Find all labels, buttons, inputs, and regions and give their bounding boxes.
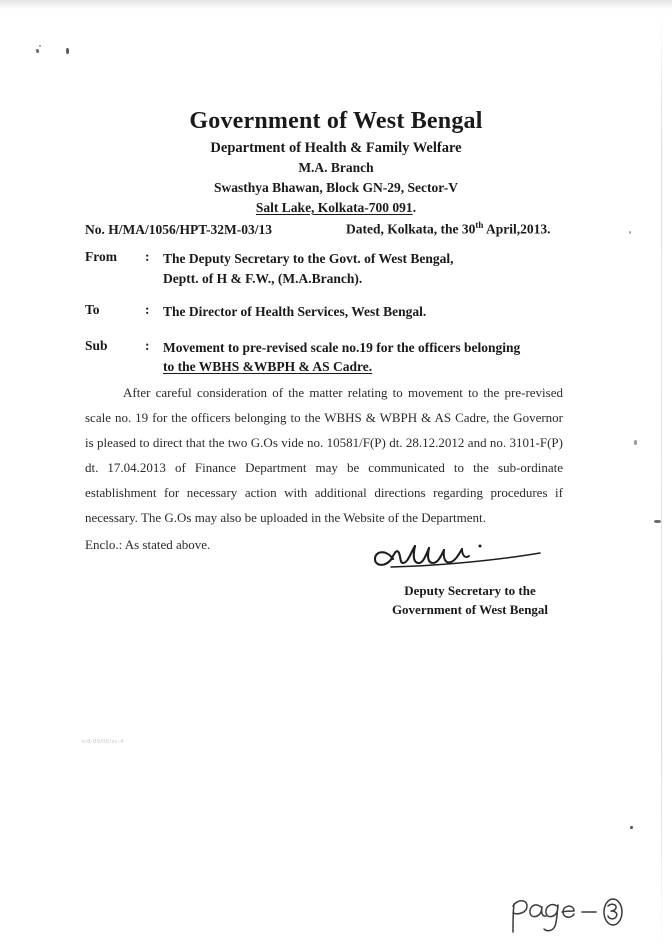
- body-paragraph: After careful consideration of the matter relating to movement to the pre-revised scale no. 19 for the officers belonging to the WBHS & WBPH & AS Cadre, the Governor is pleased to direct that the two G.Os vide no. 10581/F(P) dt. 28.12.2012 and no. 3101-F(P) dt. 17.04.2013 of Finance Department may be communicated to the sub-ordinate establishment for necessary action with additional directions regarding procedures if necessary. The G.Os may also be uploaded in the Website of the Department.: [85, 385, 563, 525]
- memo-date-prefix: Dated, Kolkata, the 30: [346, 221, 476, 237]
- faint-reference-stamp: s/d-09/06/sc-4: [82, 739, 124, 745]
- document-letterhead: [0, 108, 672, 218]
- scan-speck: [66, 48, 69, 54]
- subject-label: Sub: [85, 337, 108, 353]
- scan-speck: [39, 45, 41, 47]
- subject-colon: :: [145, 337, 150, 353]
- subject-line-1: Movement to pre-revised scale no.19 for the officers belonging: [163, 339, 521, 355]
- address-line-1: Swasthya Bhawan, Block GN-29, Sector-V: [213, 179, 458, 195]
- handwritten-signature: [363, 533, 578, 581]
- addressing-block: [85, 249, 585, 391]
- to-line-1: The Director of Health Services, West Bengal.: [163, 304, 427, 320]
- subject-row: [85, 338, 585, 377]
- subject-value: [163, 338, 585, 377]
- memo-date-suffix: April,2013.: [483, 221, 551, 237]
- government-title: Government of West Bengal: [189, 108, 483, 134]
- signatory-designation-line-1: Deputy Secretary to the: [404, 583, 536, 598]
- from-colon: :: [145, 249, 150, 264]
- from-line-2: Deptt. of H & F.W., (M.A.Branch).: [163, 270, 363, 286]
- scan-top-edge-shadow: [0, 0, 672, 9]
- letter-body: [85, 380, 563, 530]
- from-row: [85, 249, 585, 288]
- scan-speck: [35, 49, 39, 54]
- scan-speck: [654, 520, 661, 523]
- enclosure-note: Enclo.: As stated above.: [85, 537, 211, 552]
- address-line-2-suffix: .: [412, 199, 417, 215]
- memo-date: [346, 220, 551, 238]
- reference-row: [85, 220, 585, 238]
- branch-name: M.A. Branch: [298, 160, 374, 176]
- from-label: From: [85, 249, 117, 264]
- signatory-designation-line-2: Government of West Bengal: [391, 602, 549, 618]
- from-value: [163, 249, 585, 288]
- handwritten-page-note: [508, 888, 628, 945]
- memo-number: No. H/MA/1056/HPT-32M-03/13: [85, 221, 272, 237]
- signature-block: [355, 533, 585, 620]
- to-colon: :: [145, 302, 150, 318]
- department-name: Department of Health & Family Welfare: [210, 139, 462, 156]
- address-line-2-text: Salt Lake, Kolkata-700 091: [255, 199, 413, 215]
- subject-line-2: to the WBHS &WBPH & AS Cadre.: [163, 359, 373, 375]
- scan-speck: [629, 231, 631, 234]
- from-line-1: The Deputy Secretary to the Govt. of West Bengal,: [163, 251, 454, 266]
- to-label: To: [85, 302, 100, 318]
- address-line-2: [0, 198, 672, 218]
- to-value: [163, 302, 585, 322]
- page-note-handwriting: [508, 888, 628, 940]
- memo-date-ordinal: th: [475, 220, 484, 230]
- scan-speck: [634, 440, 637, 445]
- scan-speck: [630, 826, 633, 829]
- to-row: [85, 302, 585, 322]
